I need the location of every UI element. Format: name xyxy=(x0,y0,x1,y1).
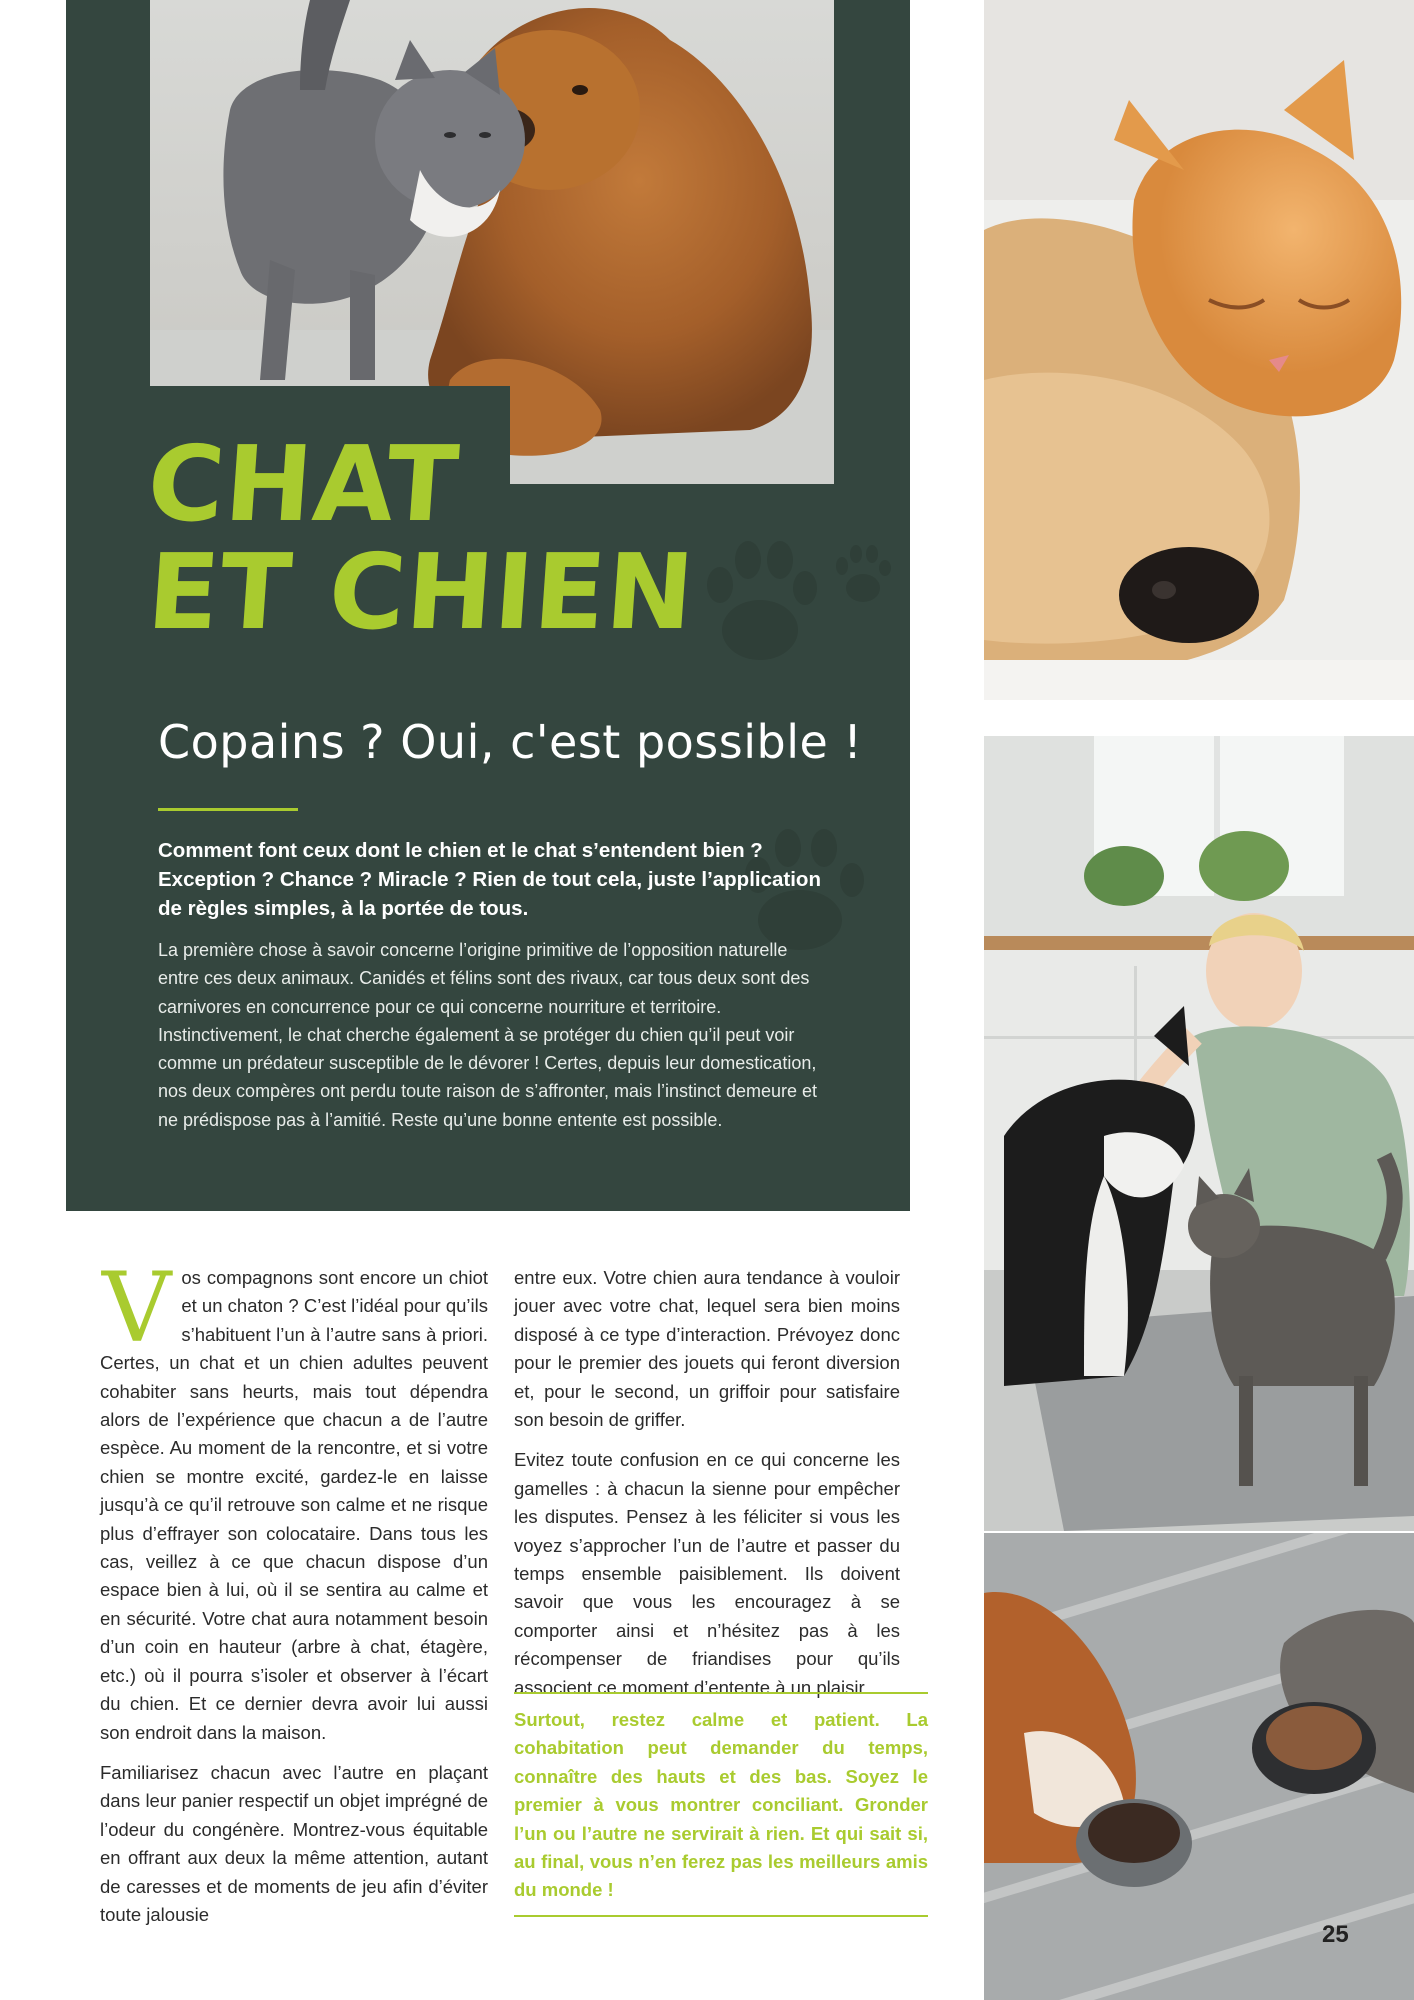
body-paragraph-3: entre eux. Votre chien aura tendance à vouloir jouer avec votre chat, lequel sera bien moins disposé à ce type d’interaction. Prévoyez donc pour le premier des jouets qui feront diversion et, pour le second, un griffoir pour satisfaire son besoin de griffer. xyxy=(514,1267,900,1431)
body-column-right xyxy=(514,1264,900,1714)
callout-text: Surtout, restez calme et patient. La cohabitation peut demander du temps, connaître des hauts et des bas. Soyez le premier à vous montrer conciliant. Gronder l’un ou l’autre ne servirait à rien. Et qui sait si, au final, vous n’en ferez pas les meilleurs amis du monde ! xyxy=(514,1709,928,1901)
intro-paragraph: La première chose à savoir concerne l’origine primitive de l’opposition naturelle entre ces deux animaux. Canidés et félins sont des rivaux, car tous deux sont des carnivores en concurrence pour ce qui concerne nourriture et territoire. Instinctivement, le chat cherche également à se protéger du chien qu’il peut voir comme un prédateur susceptible de le dévorer ! Certes, depuis leur domestication, nos deux compères ont perdu toute raison de s’affronter, mais l’instinct demeure et ne prédispose pas à l’amitié. Reste qu’une bonne entente est possible. xyxy=(158,940,818,1130)
photo-kitten-sleeping-on-dog xyxy=(984,0,1414,700)
photo-woman-petting-dog-and-cat xyxy=(984,736,1414,1531)
body-column-left xyxy=(100,1252,488,1941)
callout-box xyxy=(514,1692,928,1917)
body-paragraph-2: Familiarisez chacun avec l’autre en plaçant dans leur panier respectif un objet imprégné de l’odeur du congénère. Montrez-vous équitable en offrant aux deux la même attention, autant de caresses et de moments de jeu afin d’éviter toute jalousie xyxy=(100,1761,488,1925)
body-paragraph-1-text: os compagnons sont encore un chiot et un chaton ? C’est l’idéal pour qu’ils s’habituent l’un à l’autre sans à priori. Certes, un chat et un chien adultes peuvent cohabiter sans heurts, mais tout dépendra alors de l’expérience que chacun a de l’autre espèce. Au moment de la rencontre, et si votre chien se montre excité, gardez-le en laisse jusqu’à ce qu’il retrouve son calme et ne risque plus d’effrayer son colocataire. Dans tous les cas, veillez à ce que chacun dispose d’un espace bien à lui, où il se sentira au calme et en sécurité. Votre chat aura notamment besoin d’un coin en hauteur (arbre à chat, étagère, etc.) où il pourra s’isoler et observer à l’écart du chien. Et ce dernier devra avoir lui aussi son endroit dans la maison. xyxy=(100,1267,488,1743)
photo-dog-and-cat-eating xyxy=(984,1533,1414,2000)
page-title xyxy=(143,423,699,653)
body-paragraph-1 xyxy=(100,1252,488,1747)
lead-paragraph: Comment font ceux dont le chien et le chat s’entendent bien ? Exception ? Chance ? Miracle ? Rien de tout cela, juste l’application de règles simples, à la portée de tous. xyxy=(158,839,821,920)
page-number: 25 xyxy=(1322,1921,1349,1948)
drop-cap: V xyxy=(102,1252,172,1364)
title-line-1: CHAT xyxy=(143,423,463,545)
title-line-2: ET CHIEN xyxy=(143,531,699,653)
accent-divider xyxy=(158,808,298,811)
body-paragraph-4: Evitez toute confusion en ce qui concerne les gamelles : à chacun la sienne pour empêcher les disputes. Pensez à les féliciter si vous les voyez s’approcher l’un de l’autre et passer du temps ensemble paisiblement. Ils doivent savoir que vous les encouragez à se comporter ainsi et n’hésitez pas à les récompenser de friandises pour qu’ils associent ce moment d’entente à un plaisir. xyxy=(514,1449,900,1698)
subtitle: Copains ? Oui, c'est possible ! xyxy=(158,715,863,769)
paw-print-icon xyxy=(690,530,830,670)
paw-print-icon-small xyxy=(828,540,898,610)
